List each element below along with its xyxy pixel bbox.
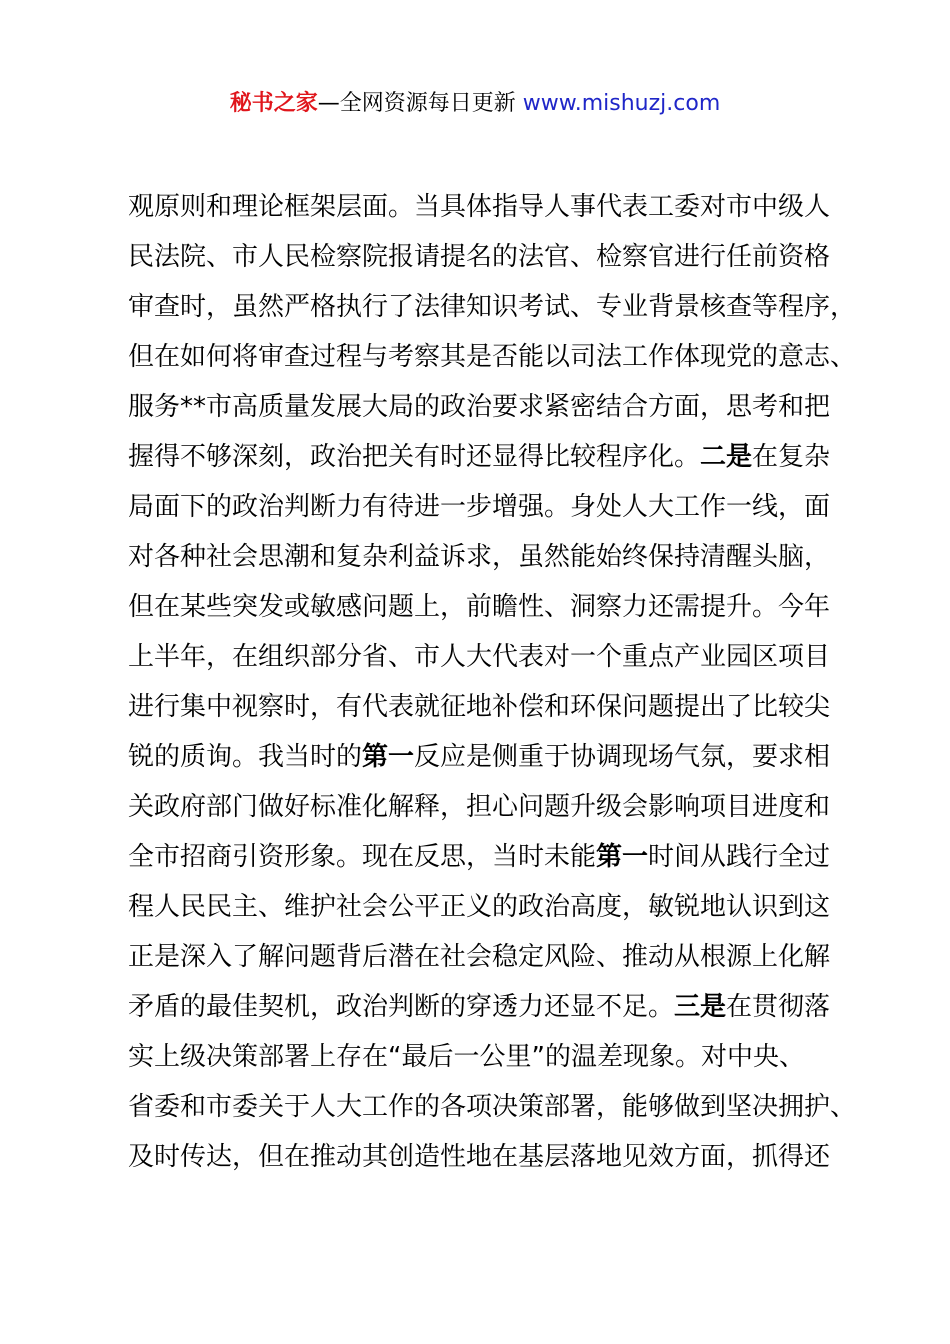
text-line — [128, 282, 868, 332]
text-run: 但在如何将审查过程与考察其是否能以司法工作体现党的意志、 — [128, 342, 857, 372]
text-run: 反应是侧重于协调现场气氛，要求相 — [414, 742, 831, 772]
text-line — [128, 732, 868, 782]
text-line — [128, 532, 868, 582]
bold-keyword: 第一 — [362, 742, 415, 772]
text-run: 但在某些突发或敏感问题上，前瞻性、洞察力还需提升。今年 — [128, 592, 831, 622]
text-run: 正是深入了解问题背后潜在社会稳定风险、推动从根源上化解 — [128, 942, 831, 972]
text-line — [128, 782, 868, 832]
bold-keyword: 二是 — [700, 442, 753, 472]
text-line — [128, 982, 868, 1032]
text-run: 及时传达，但在推动其创造性地在基层落地见效方面，抓得还 — [128, 1142, 831, 1172]
text-run: 锐的质询。我当时的 — [128, 742, 363, 772]
text-run: 关政府部门做好标准化解释，担心问题升级会影响项目进度和 — [128, 792, 831, 822]
text-run: 省委和市委关于人大工作的各项决策部署，能够做到坚决拥护、 — [128, 1092, 857, 1122]
text-run: 对各种社会思潮和复杂利益诉求，虽然能始终保持清醒头脑， — [128, 542, 831, 572]
text-run: 实上级决策部署上存在“最后一公里”的温差现象。对中央、 — [128, 1042, 805, 1072]
text-run: 审查时，虽然严格执行了法律知识考试、专业背景核查等程序， — [128, 292, 857, 322]
text-line — [128, 1032, 868, 1082]
text-run: 进行集中视察时，有代表就征地补偿和环保问题提出了比较尖 — [128, 692, 831, 722]
bold-keyword: 第一 — [596, 842, 649, 872]
text-line — [128, 932, 868, 982]
text-run: 时间从践行全过 — [648, 842, 831, 872]
document-body — [128, 182, 868, 1182]
text-line — [128, 182, 868, 232]
text-run: 服务**市高质量发展大局的政治要求紧密结合方面，思考和把 — [128, 392, 831, 422]
text-line — [128, 632, 868, 682]
text-run: 矛盾的最佳契机，政治判断的穿透力还显不足。 — [128, 992, 675, 1022]
site-url-link[interactable]: www.mishuzj.com — [522, 91, 721, 116]
text-run: 在复杂 — [752, 442, 831, 472]
text-run: 局面下的政治判断力有待进一步增强。身处人大工作一线，面 — [128, 492, 831, 522]
text-run: 在贯彻落 — [726, 992, 831, 1022]
text-run: 程人民民主、维护社会公平正义的政治高度，敏锐地认识到这 — [128, 892, 831, 922]
text-line — [128, 1132, 868, 1182]
text-run: 民法院、市人民检察院报请提名的法官、检察官进行任前资格 — [128, 242, 831, 272]
text-run: 握得不够深刻，政治把关有时还显得比较程序化。 — [128, 442, 701, 472]
text-line — [128, 232, 868, 282]
text-line — [128, 1082, 868, 1132]
text-line — [128, 882, 868, 932]
text-line — [128, 832, 868, 882]
header-tagline: —全网资源每日更新 — [317, 91, 516, 116]
text-line — [128, 432, 868, 482]
text-run: 全市招商引资形象。现在反思，当时未能 — [128, 842, 597, 872]
text-line — [128, 682, 868, 732]
text-run: 上半年，在组织部分省、市人大代表对一个重点产业园区项目 — [128, 642, 831, 672]
text-line — [128, 482, 868, 532]
page-header — [0, 88, 950, 120]
brand-name: 秘书之家 — [229, 91, 318, 116]
text-run: 观原则和理论框架层面。当具体指导人事代表工委对市中级人 — [128, 192, 831, 222]
text-line — [128, 382, 868, 432]
bold-keyword: 三是 — [674, 992, 727, 1022]
text-line — [128, 332, 868, 382]
text-line — [128, 582, 868, 632]
